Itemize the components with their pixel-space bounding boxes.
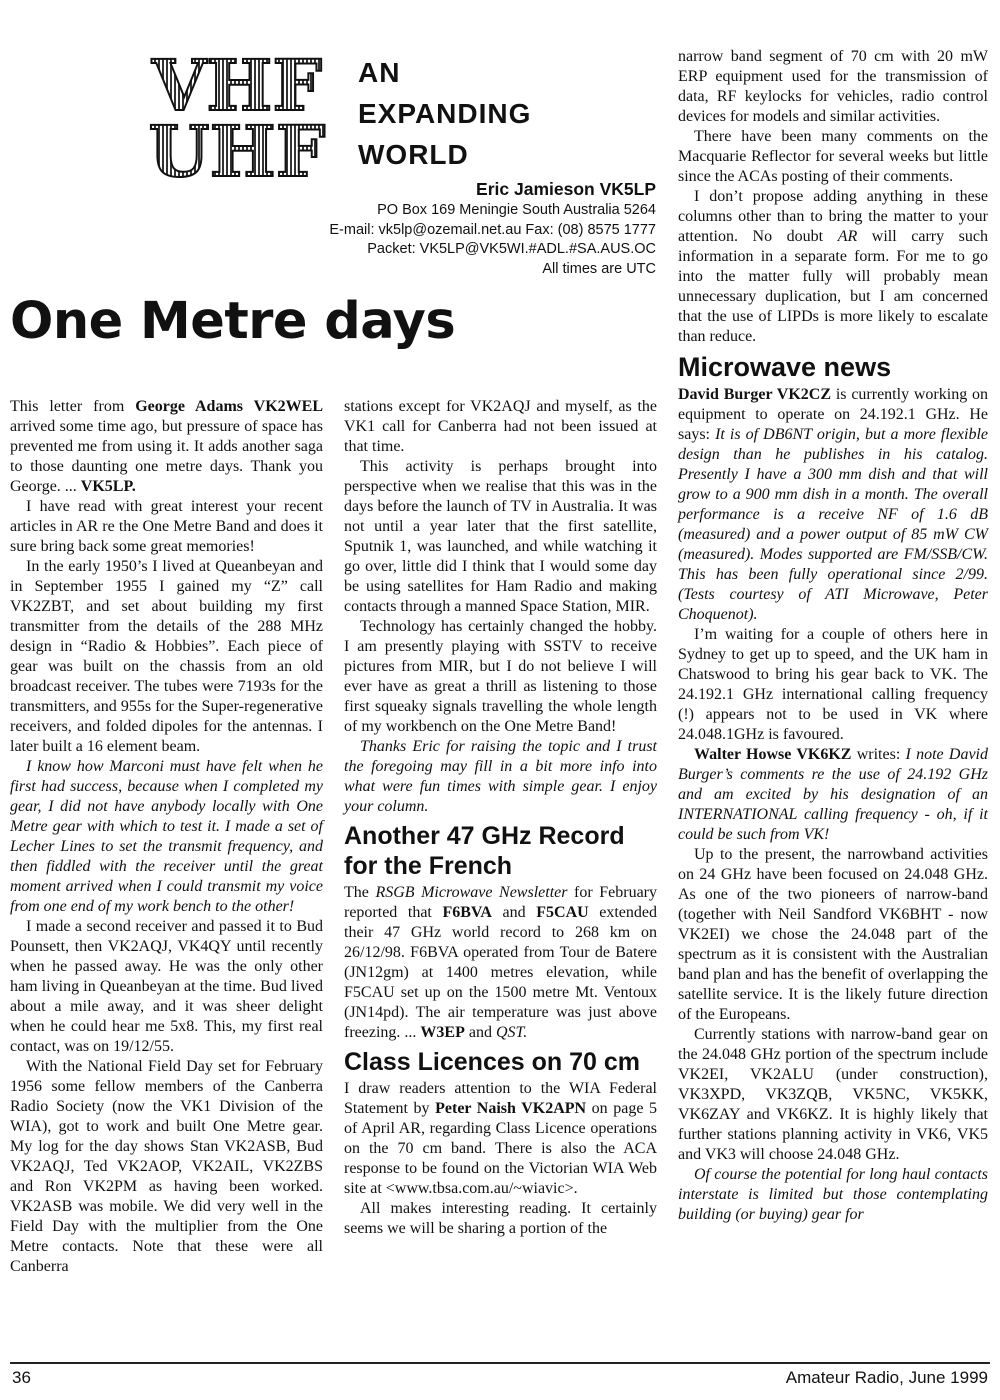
paragraph: I don’t propose adding anything in these columns other than to bring the matter to your attention. No doubt AR will carry such information in a separate form. For me to go into the matter fully will probably mean unnecessary duplication, but I am concerned that the use of LIPDs is more likely to escalate than reduce. (678, 188, 989, 345)
paragraph: This activity is perhaps brought into perspective when we realise that this was in the days before the launch of TV in Australia. It was not until a year later that the first satellite, Sputnik 1, was launched, and while watching it go over, little did I think that I would some day be using satellites for Ham Radio and making contacts through a manned Space Station, MIR. (344, 458, 657, 615)
logo-vhf: VHF (151, 52, 323, 127)
author-contact: E-mail: vk5lp@ozemail.net.au Fax: (08) 8575 1777 (329, 221, 656, 238)
article-headline: One Metre days (10, 292, 456, 351)
paragraph: David Burger VK2CZ is currently working on equipment to operate on 24.192.1 GHz. He says: It is of DB6NT origin, but a more flexible design than he publishes in his catalog. Presently I have a 300 mm dish and that will grow to a 900 mm dish in a month. The overall performance is a receive NF of 1.6 dB (measured) and a power output of 85 mW CW (measured). Modes supported are FM/SSB/CW. This has been fully operational since 2/99. (Tests courtesy of ATI Microwave, Peter Choquenot). (678, 386, 988, 623)
logo-uhf: UHF (148, 110, 326, 180)
paragraph: I’m waiting for a couple of others here in Sydney to get up to speed, and the UK ham in Chatswood to bring his gear back to VK. The 24.192.1 GHz international calling frequency (!) appears not to be used in VK where 24.048.1GHz is favoured. (678, 626, 988, 743)
paragraph: I made a second receiver and passed it to Bud Pounsett, then VK2AQJ, VK4QY until recently when he passed away. He was the only other ham living in Queanbeyan at the time. Bud lived about a mile away, and it was sheer delight when he could hear me 5x8. This, my first real contact, was on 19/12/55. (10, 918, 323, 1055)
column-1 (10, 397, 323, 1277)
footer-divider (10, 1362, 990, 1364)
paragraph: narrow band segment of 70 cm with 20 mW ERP equipment used for the transmission of data, RF keylocks for vehicles, radio control devices for models and similar activities. (678, 48, 988, 125)
paragraph: I draw readers attention to the WIA Federal Statement by Peter Naish VK2APN on page 5 of April AR, regarding Class Licence operations on the 70 cm band. There is also the ACA response to be found on the Victorian WIA Web site at <www.tbsa.com.au/~wiavic>. (344, 1080, 658, 1197)
author-name: Eric Jamieson VK5LP (476, 179, 656, 199)
paragraph: This letter from George Adams VK2WEL arrived some time ago, but pressure of space has prevented me from using it. It adds another saga to those daunting one metre days. Thank you George. ... VK5LP. (10, 398, 323, 495)
author-block (290, 177, 656, 279)
paragraph: Of course the potential for long haul contacts interstate is limited but those contemplating building (or buying) gear for (678, 1166, 988, 1223)
paragraph: stations except for VK2AQJ and myself, as the VK1 call for Canberra had not been issued at that time. (344, 398, 657, 455)
paragraph: The RSGB Microwave Newsletter for February reported that F6BVA and F5CAU extended their 47 GHz world record to 268 km on 26/12/98. F6BVA operated from Tour de Batere (JN12gm) at 1400 metres elevation, while F5CAU set up on the 1500 metre Mt. Ventoux (JN14pd). The air temperature was just above freezing. ... W3EP and QST. (344, 884, 658, 1041)
author-address: PO Box 169 Meningie South Australia 5264 (377, 202, 656, 218)
paragraph: There have been many comments on the Macquarie Reflector for several weeks but little since the ACAs posting of their comments. (678, 128, 988, 185)
paragraph: Technology has certainly changed the hobby. I am presently playing with SSTV to receive pictures from MIR, but I do not believe I will ever have as great a thrill as listening to those first squeaky signals travelling the whole length of my workbench on the One Metre Band! (344, 618, 657, 735)
paragraph: With the National Field Day set for February 1956 some fellow members of the Canberra Radio Society (now the VK1 Division of the WIA), got to work and built One Metre gear. My log for the day shows Stan VK2ASB, Bud VK2AQJ, Ted VK2AOP, VK2AIL, VK2ZBS and Ron VK2PM as having been worked. VK2ASB was mobile. We did very well in the Field Day with the multiplier from the One Metre contacts. Note that these were all Canberra (10, 1058, 323, 1275)
paragraph: In the early 1950’s I lived at Queanbeyan and in September 1955 I gained my “Z” call VK2ZBT, and set about building my first transmitter from the details of the 288 MHz design in “Radio & Hobbies”. Each piece of gear was built on the chassis from an old broadcast receiver. The tubes were 7193s for the transmitters, and 955s for the Super-regenerative receivers, and folded dipoles for the antennas. I later built a 16 element beam. (10, 558, 323, 755)
column-2 (344, 397, 657, 1239)
paragraph: I have read with great interest your recent articles in AR re the One Metre Band and does it sure bring back some great memories! (10, 498, 323, 555)
column-3 (678, 47, 988, 1225)
paragraph: Walter Howse VK6KZ writes: I note David Burger’s comments re the use of 24.192 GHz and am excited by his designation of an INTERNATIONAL calling frequency - oh, if it could be such from VK! (678, 746, 988, 843)
author-packet: Packet: VK5LP@VK5WI.#ADL.#SA.AUS.OC (367, 241, 656, 257)
paragraph: Thanks Eric for raising the topic and I trust the foregoing may fill in a bit more info into what were fun times with simple gear. I enjoy your column. (344, 738, 657, 815)
paragraph: I know how Marconi must have felt when he first had success, because when I completed my gear, I did not have anybody locally with One Metre gear with which to test it. I made a set of Lecher Lines to set the transmit frequency, and then fiddled with the receiver until the great moment arrived when I could transmit my voice from one end of my work bench to the other! (10, 758, 323, 915)
paragraph: Currently stations with narrow-band gear on the 24.048 GHz portion of the spectrum include VK2EI, VK2ALU (under construction), VK3XPD, VK3ZQB, VK5NC, VK5KK, VK6ZAY and VK6KZ. It is highly likely that further stations planning activity in VK6, VK5 and VK3 will choose 24.048 GHz. (678, 1026, 988, 1163)
author-times: All times are UTC (542, 260, 656, 277)
vhf-uhf-logo (134, 52, 340, 180)
paragraph: All makes interesting reading. It certainly seems we will be sharing a portion of the (344, 1200, 657, 1237)
section-heading-french-record: Another 47 GHz Record for the French (344, 822, 625, 880)
section-heading-class-licences: Class Licences on 70 cm (344, 1048, 640, 1076)
page-number: 36 (12, 1368, 31, 1387)
magazine-issue: Amateur Radio, June 1999 (785, 1368, 988, 1387)
section-heading-microwave-news: Microwave news (678, 352, 892, 382)
column-tagline: AN EXPANDING WORLD (358, 57, 532, 170)
paragraph: Up to the present, the narrowband activities on 24 GHz have been focused on 24.048 GHz. As one of the two pioneers of narrow-band (together with Neil Sandford VK6BHT - now VK2EI) we chose the 24.048 part of the spectrum as it is consistent with the Australian band plan and has the benefit of overlapping the satellite service. It is the likely future direction of the Europeans. (678, 846, 988, 1023)
